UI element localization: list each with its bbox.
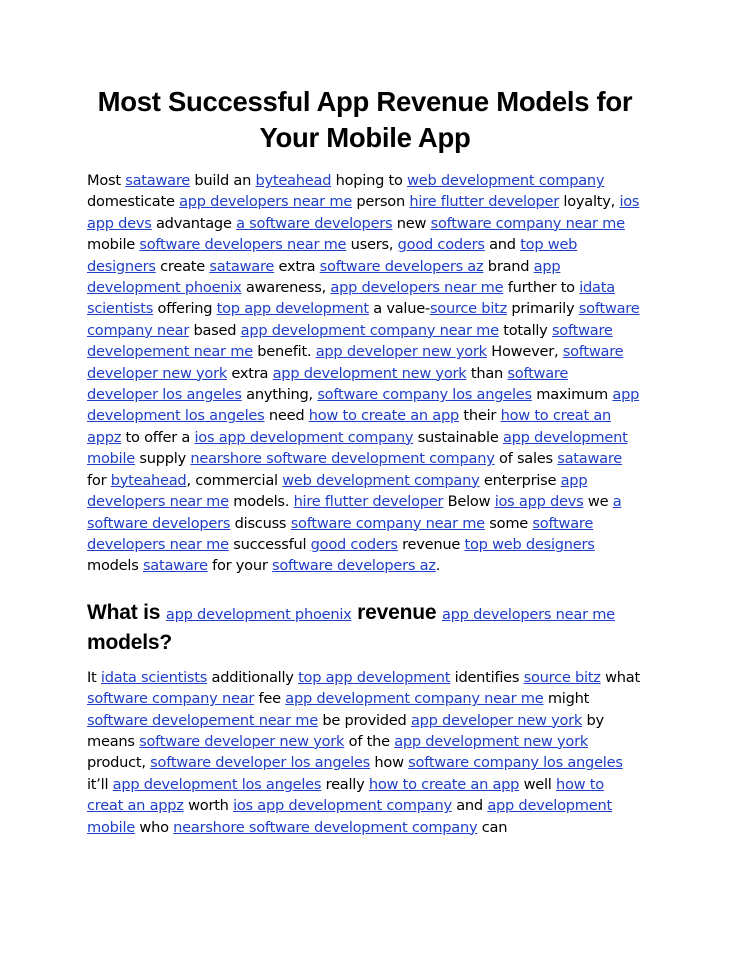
- inline-link[interactable]: sataware: [125, 172, 190, 189]
- text-run: we: [583, 493, 613, 511]
- text-run: than: [466, 364, 508, 382]
- text-run: it’ll: [87, 775, 113, 793]
- inline-link[interactable]: software company near me: [290, 514, 485, 532]
- inline-link[interactable]: software developement near me: [87, 711, 318, 729]
- inline-link[interactable]: app developer new york: [410, 711, 583, 729]
- inline-link[interactable]: byteahead: [255, 172, 332, 189]
- text-run: enterprise: [479, 471, 561, 489]
- text-run: totally: [498, 321, 552, 339]
- inline-link[interactable]: web development company: [407, 172, 605, 189]
- text-run: .: [435, 557, 441, 575]
- inline-link[interactable]: app development phoenix: [87, 257, 561, 297]
- text-run: might: [543, 690, 590, 708]
- text-run: Most: [87, 172, 126, 189]
- inline-link[interactable]: software developer new york: [139, 732, 345, 750]
- text-run: revenue: [351, 600, 442, 624]
- inline-link[interactable]: software company near: [87, 300, 640, 339]
- text-run: really: [321, 775, 369, 793]
- inline-link[interactable]: how to create an app: [368, 775, 520, 793]
- inline-link[interactable]: app developers near me: [441, 605, 615, 623]
- inline-link[interactable]: hire flutter developer: [293, 493, 444, 511]
- text-run: revenue: [397, 535, 465, 553]
- inline-link[interactable]: software developers az: [272, 557, 436, 575]
- inline-link[interactable]: software developement near me: [87, 321, 613, 361]
- text-run: based: [189, 321, 241, 339]
- inline-link[interactable]: sataware: [557, 450, 623, 468]
- inline-link[interactable]: hire flutter developer: [409, 193, 560, 211]
- text-run: , commercial: [186, 471, 283, 489]
- text-run: need: [264, 407, 309, 425]
- text-run: models: [87, 557, 143, 575]
- page-title: Most Successful App Revenue Models for Your Mobile App: [97, 86, 633, 153]
- inline-link[interactable]: ios app development company: [233, 797, 452, 815]
- inline-link[interactable]: app developer new york: [315, 343, 487, 361]
- inline-link[interactable]: how to create an app: [308, 407, 460, 425]
- text-run: person: [352, 193, 410, 211]
- inline-link[interactable]: ios app devs: [494, 493, 584, 511]
- text-run: Below: [443, 493, 495, 511]
- text-run: primarily: [507, 300, 579, 318]
- inline-link[interactable]: how to creat an appz: [87, 407, 612, 446]
- paragraph-definition: [87, 667, 643, 838]
- text-run: worth: [183, 797, 234, 815]
- text-run: extra: [227, 364, 273, 382]
- text-run: users,: [346, 236, 398, 254]
- section-heading: [87, 599, 643, 657]
- text-run: of sales: [494, 450, 558, 468]
- inline-link[interactable]: top app development: [216, 300, 369, 318]
- inline-link[interactable]: software developers near me: [139, 236, 347, 254]
- text-run: further to: [503, 279, 580, 297]
- inline-link[interactable]: software company los angeles: [317, 386, 532, 404]
- text-run: successful: [228, 535, 311, 553]
- inline-link[interactable]: app development new york: [394, 732, 589, 750]
- text-run: new: [392, 214, 431, 232]
- inline-link[interactable]: source bitz: [429, 300, 508, 318]
- inline-link[interactable]: a software developers: [87, 493, 622, 532]
- inline-link[interactable]: app developers near me: [179, 193, 353, 211]
- text-run: identifies: [450, 668, 524, 686]
- inline-link[interactable]: software developer new york: [87, 343, 624, 382]
- inline-link[interactable]: top web designers: [464, 535, 595, 553]
- text-run: It: [87, 668, 101, 686]
- text-run: be provided: [317, 711, 411, 729]
- inline-link[interactable]: app development los angeles: [87, 386, 640, 425]
- text-run: for: [87, 471, 111, 489]
- inline-link[interactable]: a software developers: [236, 214, 393, 232]
- text-run: to offer a: [121, 428, 195, 446]
- inline-link[interactable]: ios app development company: [194, 428, 414, 446]
- text-run: can: [477, 818, 508, 836]
- text-run: build an: [189, 172, 256, 189]
- text-run: domesticate: [87, 193, 180, 211]
- inline-link[interactable]: app development phoenix: [165, 605, 352, 623]
- text-run: create: [155, 257, 210, 275]
- text-run: anything,: [241, 386, 318, 404]
- inline-link[interactable]: software company near: [87, 690, 255, 708]
- text-run: supply: [135, 450, 191, 468]
- inline-link[interactable]: software developers az: [319, 257, 484, 275]
- inline-link[interactable]: app development los angeles: [112, 775, 322, 793]
- inline-link[interactable]: software developers near me: [87, 514, 594, 553]
- inline-link[interactable]: how to creat an appz: [87, 775, 604, 815]
- text-run: awareness,: [241, 279, 331, 297]
- document-page: [87, 84, 643, 838]
- inline-link[interactable]: sataware: [209, 257, 275, 275]
- inline-link[interactable]: app developers near me: [87, 471, 588, 511]
- text-run: models.: [228, 493, 294, 511]
- inline-link[interactable]: web development company: [282, 471, 480, 489]
- inline-link[interactable]: software company los angeles: [408, 754, 623, 772]
- inline-link[interactable]: app development company near me: [240, 321, 499, 339]
- inline-link[interactable]: good coders: [397, 236, 485, 254]
- text-run: loyalty,: [559, 193, 620, 211]
- text-run: additionally: [207, 668, 299, 686]
- inline-link[interactable]: app development mobile: [87, 428, 628, 468]
- inline-link[interactable]: idata scientists: [100, 668, 208, 686]
- text-run: brand: [483, 257, 534, 275]
- text-run: and: [484, 236, 521, 254]
- inline-link[interactable]: nearshore software development company: [190, 450, 495, 468]
- inline-link[interactable]: app development new york: [272, 364, 467, 382]
- text-run: of the: [344, 732, 395, 750]
- text-run: for your: [207, 557, 272, 575]
- inline-link[interactable]: source bitz: [523, 668, 601, 686]
- inline-link[interactable]: sataware: [142, 557, 208, 575]
- text-run: What is: [87, 600, 166, 624]
- text-run: product,: [87, 754, 151, 772]
- inline-link[interactable]: software developer los angeles: [87, 364, 569, 404]
- inline-link[interactable]: good coders: [310, 535, 398, 553]
- inline-link[interactable]: top app development: [298, 668, 451, 686]
- inline-link[interactable]: software company near me: [430, 214, 625, 232]
- text-run: maximum: [531, 386, 613, 404]
- text-run: and: [451, 797, 488, 815]
- inline-link[interactable]: ios app devs: [87, 193, 640, 232]
- text-run: some: [484, 514, 533, 532]
- inline-link[interactable]: software developer los angeles: [150, 754, 371, 772]
- inline-link[interactable]: app development company near me: [285, 690, 544, 708]
- text-run: their: [459, 407, 501, 425]
- text-run: fee: [254, 690, 286, 708]
- text-run: sustainable: [413, 428, 503, 446]
- text-run: extra: [274, 257, 320, 275]
- inline-link[interactable]: byteahead: [110, 471, 187, 489]
- inline-link[interactable]: top web designers: [87, 236, 578, 275]
- inline-link[interactable]: nearshore software development company: [173, 818, 478, 836]
- text-run: benefit.: [252, 343, 316, 361]
- paragraph-intro: [87, 170, 643, 577]
- inline-link[interactable]: app developers near me: [330, 279, 504, 297]
- text-run: a value-: [368, 300, 430, 318]
- text-run: models?: [87, 630, 172, 654]
- inline-link[interactable]: idata scientists: [87, 279, 615, 318]
- text-run: how: [370, 754, 409, 772]
- text-run: offering: [153, 300, 217, 318]
- text-run: However,: [486, 343, 563, 361]
- text-run: discuss: [230, 514, 291, 532]
- text-run: by means: [87, 711, 604, 750]
- text-run: mobile: [87, 236, 140, 254]
- text-run: hoping to: [331, 172, 408, 189]
- text-run: advantage: [151, 214, 237, 232]
- text-run: well: [519, 775, 556, 793]
- text-run: what: [600, 668, 640, 686]
- inline-link[interactable]: app development mobile: [87, 797, 612, 836]
- text-run: who: [135, 818, 174, 836]
